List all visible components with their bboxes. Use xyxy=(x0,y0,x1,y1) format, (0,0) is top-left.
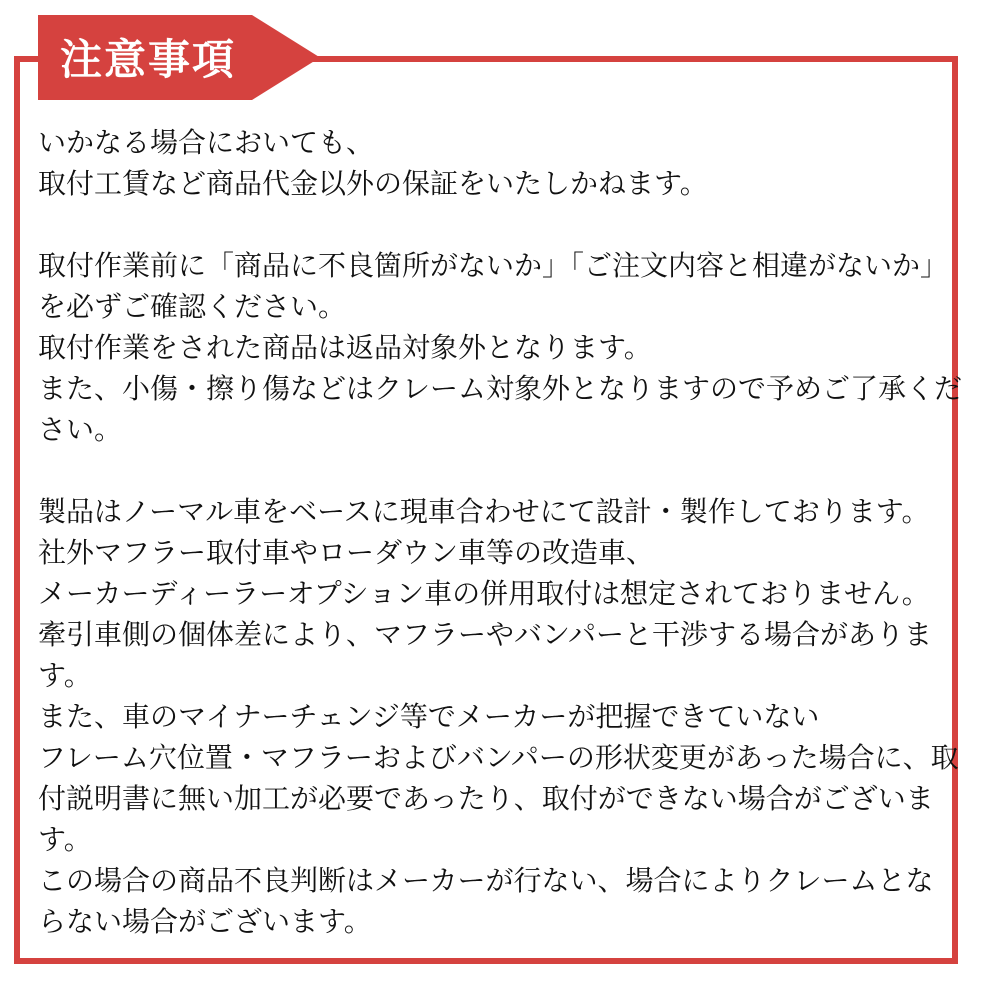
notice-paragraph xyxy=(38,122,964,204)
notice-line: メーカーディーラーオプション車の併用取付は想定されておりません。 xyxy=(38,577,930,610)
notice-line: フレーム穴位置・マフラーおよびバンパーの形状変更があった場合に、取 xyxy=(38,741,959,774)
notice-banner xyxy=(38,15,320,100)
notice-line: この場合の商品不良判断はメーカーが行ない、場合によりクレームとな xyxy=(38,864,934,897)
notice-line: また、車のマイナーチェンジ等でメーカーが把握できていない xyxy=(38,700,820,733)
notice-line: 取付作業をされた商品は返品対象外となります。 xyxy=(38,331,652,364)
notice-line: 牽引車側の個体差により、マフラーやバンパーと干渉する場合がありま xyxy=(38,618,933,651)
notice-paragraph xyxy=(38,491,964,942)
notice-paragraph xyxy=(38,245,964,450)
notice-line: また、小傷・擦り傷などはクレーム対象外となりますので予めご了承くだ xyxy=(38,372,963,405)
notice-title: 注意事項 xyxy=(60,34,237,84)
notice-line: いかなる場合においても、 xyxy=(38,126,375,159)
notice-line: す。 xyxy=(38,659,92,692)
notice-line: す。 xyxy=(38,823,92,856)
notice-line: 製品はノーマル車をベースに現車合わせにて設計・製作しております。 xyxy=(38,495,930,528)
notice-line: 取付作業前に「商品に不良箇所がないか」「ご注文内容と相違がないか」 xyxy=(38,249,949,282)
notice-line: らない場合がございます。 xyxy=(38,905,372,938)
notice-line: 付説明書に無い加工が必要であったり、取付ができない場合がございま xyxy=(38,782,934,815)
notice-line: 社外マフラー取付車やローダウン車等の改造車、 xyxy=(38,536,655,569)
notice-line: さい。 xyxy=(38,413,123,446)
notice-content xyxy=(38,122,964,942)
notice-line: を必ずご確認ください。 xyxy=(38,290,347,323)
notice-line: 取付工賃など商品代金以外の保証をいたしかねます。 xyxy=(38,167,708,200)
